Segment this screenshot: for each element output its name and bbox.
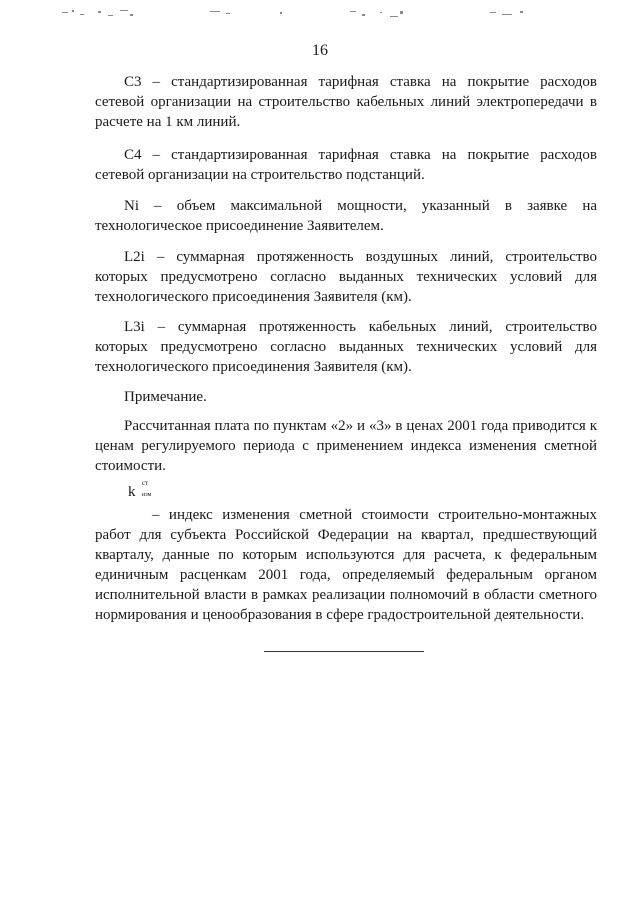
scan-artifacts — [50, 8, 590, 22]
k-index-symbol — [128, 479, 152, 501]
definition-c4: С4 – стандартизированная тарифная ставка на покрытие расходов сетевой организации на строительство подстанций. — [95, 147, 597, 183]
note-title: Примечание. — [124, 389, 207, 405]
end-divider — [264, 651, 424, 652]
k-symbol-superscript: ст — [142, 479, 149, 487]
page-number: 16 — [312, 42, 328, 59]
definition-k-index: – индекс изменения сметной стоимости строительно-монтажных работ для субъекта Российской Федерации на квартал, предшествующий кварталу, данные по которым используются для расчета, к федеральным единичным расценкам 2001 года, определяемый федеральным органом исполнительной власти в рамках реализации полномочий в области сметного нормирования и ценообразования в сфере градостроительной деятельности. — [95, 507, 597, 623]
k-symbol-subscript: изм — [142, 492, 152, 498]
definition-l2i: L2i – суммарная протяженность воздушных линий, строительство которых предусмотрено согласно выданных технических условий для технологического присоединения Заявителя (км). — [95, 249, 597, 305]
definition-ni: Ni – объем максимальной мощности, указанный в заявке на технологическое присоединение Заявителем. — [95, 198, 597, 234]
definition-l3i: L3i – суммарная протяженность кабельных линий, строительство которых предусмотрено согласно выданных технических условий для технологического присоединения Заявителя (км). — [95, 319, 597, 375]
k-symbol-base: k — [128, 484, 136, 500]
definition-c3: С3 – стандартизированная тарифная ставка на покрытие расходов сетевой организации на строительство кабельных линий электропередачи в расчете на 1 км линий. — [95, 74, 597, 130]
calculation-paragraph: Рассчитанная плата по пунктам «2» и «3» в ценах 2001 года приводится к ценам регулируемого периода с применением индекса изменения сметной стоимости. — [95, 418, 597, 474]
